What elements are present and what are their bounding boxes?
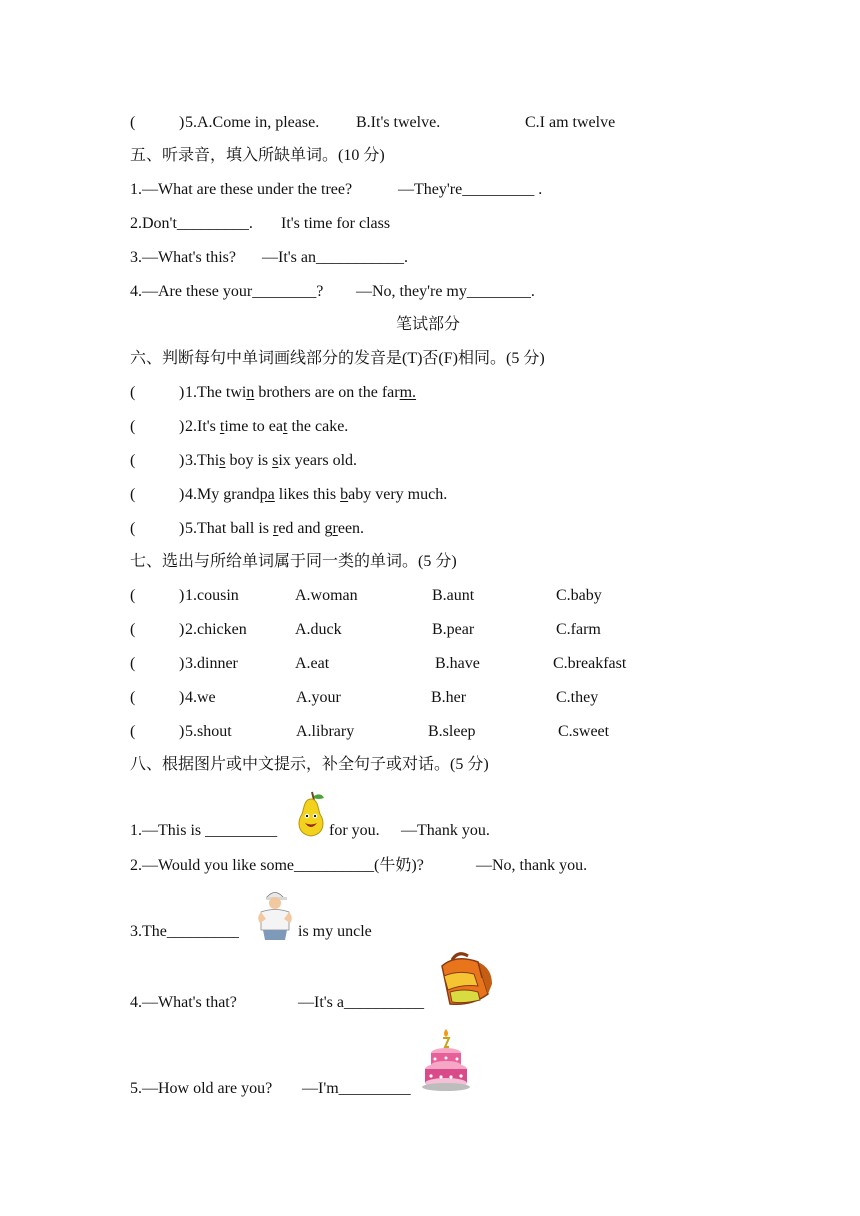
section-7-title: 七、选出与所给单词属于同一类的单词。(5 分)	[130, 553, 457, 570]
paren-close: )	[179, 114, 185, 131]
sec7-word: 5.shout	[185, 723, 232, 740]
paren-open: (	[130, 384, 136, 401]
sec5-line3-q: 3.—What's this?	[130, 249, 236, 266]
paren-close: )	[179, 452, 185, 469]
option-c: C.breakfast	[553, 655, 627, 672]
option-c: C.they	[556, 689, 599, 706]
sec6-item-1: 1.The twin brothers are on the farm.	[185, 384, 417, 401]
sec8-line2-b: —No, thank you.	[476, 857, 588, 874]
option-b: B.her	[431, 689, 467, 706]
sec7-word: 4.we	[185, 689, 216, 706]
option-a: A.eat	[295, 655, 330, 672]
sec5-line4-a: —No, they're my________.	[356, 283, 535, 300]
schoolbag-icon	[432, 950, 496, 1010]
paren-close: )	[179, 655, 185, 672]
sec8-line1-b: for you.	[329, 822, 380, 839]
paren-open: (	[130, 655, 136, 672]
option-b: B.aunt	[432, 587, 475, 604]
option-b: B.It's twelve.	[356, 114, 441, 131]
sec5-line3-a: —It's an___________.	[262, 249, 408, 266]
pear-icon	[293, 790, 329, 838]
option-b: B.have	[435, 655, 480, 672]
sec8-line1-a: 1.—This is _________	[130, 822, 278, 839]
paren-open: (	[130, 621, 136, 638]
option-a: A.woman	[295, 587, 358, 604]
option-a: A.library	[296, 723, 355, 740]
paren-close: )	[179, 723, 185, 740]
option-a: A.your	[296, 689, 341, 706]
paren-open: (	[130, 723, 136, 740]
sec7-word: 2.chicken	[185, 621, 247, 638]
paren-open: (	[130, 114, 136, 131]
sec6-item-2: 2.It's time to eat the cake.	[185, 418, 349, 435]
written-part-heading: 笔试部分	[396, 316, 461, 333]
man-icon	[253, 888, 297, 940]
sec8-line5-a: 5.—How old are you?	[130, 1080, 273, 1097]
question-text: 5.A.Come in, please.	[185, 114, 320, 131]
sec8-line3-b: is my uncle	[298, 923, 372, 940]
paren-close: )	[179, 621, 185, 638]
paren-open: (	[130, 520, 136, 537]
sec5-line1-a: —They're_________ .	[398, 181, 543, 198]
section-6-title: 六、判断每句中单词画线部分的发音是(T)否(F)相同。(5 分)	[130, 350, 545, 367]
sec6-item-3: 3.This boy is six years old.	[185, 452, 358, 469]
option-b: B.pear	[432, 621, 475, 638]
sec8-line4-b: —It's a__________	[298, 994, 424, 1011]
sec8-line4-a: 4.—What's that?	[130, 994, 237, 1011]
section-5-title: 五、听录音，填入所缺单词。(10 分)	[130, 147, 385, 164]
option-b: B.sleep	[428, 723, 476, 740]
sec8-line1-c: —Thank you.	[401, 822, 490, 839]
paren-close: )	[179, 689, 185, 706]
paren-close: )	[179, 486, 185, 503]
sec8-line5-b: —I'm_________	[302, 1080, 411, 1097]
paren-close: )	[179, 418, 185, 435]
option-a: A.duck	[295, 621, 342, 638]
paren-open: (	[130, 418, 136, 435]
option-c: C.baby	[556, 587, 602, 604]
sec5-line2-a: It's time for class	[281, 215, 391, 232]
paren-open: (	[130, 486, 136, 503]
paren-open: (	[130, 452, 136, 469]
sec5-line4-q: 4.—Are these your________?	[130, 283, 324, 300]
paren-close: )	[179, 587, 185, 604]
sec5-line1-q: 1.—What are these under the tree?	[130, 181, 353, 198]
sec6-item-4: 4.My grandpa likes this baby very much.	[185, 486, 448, 503]
paren-open: (	[130, 689, 136, 706]
paren-close: )	[179, 520, 185, 537]
sec8-line3-a: 3.The_________	[130, 923, 239, 940]
paren-open: (	[130, 587, 136, 604]
sec5-line2-q: 2.Don't_________.	[130, 215, 253, 232]
sec7-word: 1.cousin	[185, 587, 239, 604]
sec8-line2-a: 2.—Would you like some__________(牛奶)?	[130, 857, 424, 874]
birthday-cake-icon	[421, 1027, 471, 1093]
paren-close: )	[179, 384, 185, 401]
option-c: C.sweet	[558, 723, 610, 740]
section-8-title: 八、根据图片或中文提示，补全句子或对话。(5 分)	[130, 756, 489, 773]
sec7-word: 3.dinner	[185, 655, 238, 672]
sec6-item-5: 5.That ball is red and green.	[185, 520, 365, 537]
option-c: C.I am twelve	[525, 114, 616, 131]
option-c: C.farm	[556, 621, 601, 638]
